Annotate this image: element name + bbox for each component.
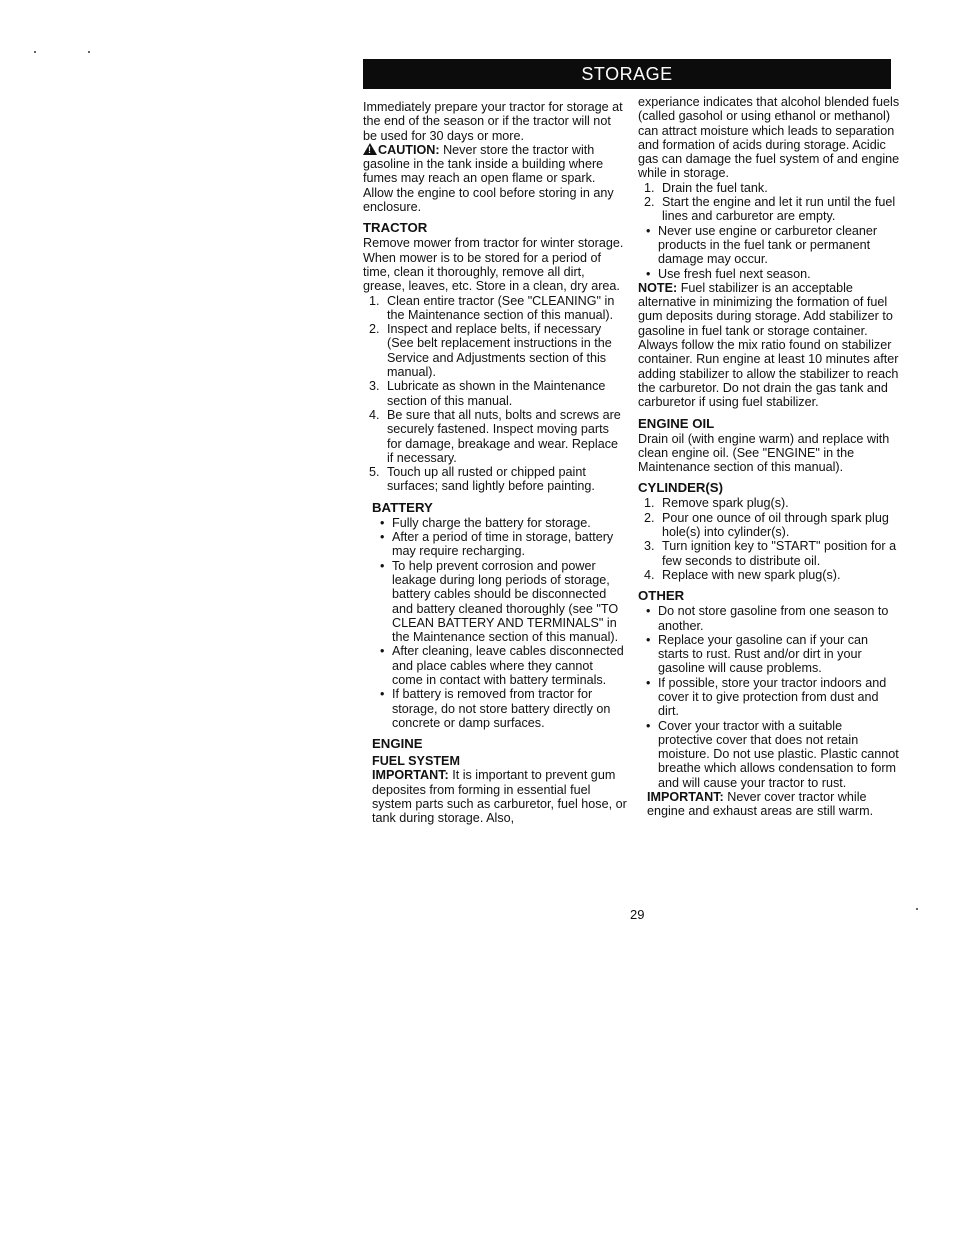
bullet-text: Fully charge the battery for storage. <box>392 515 591 530</box>
list-item <box>638 676 900 719</box>
other-heading: OTHER <box>638 588 685 604</box>
step-text: Turn ignition key to "START" position for a few seconds to distribute oil. <box>662 539 897 568</box>
scan-speck <box>88 51 90 53</box>
scan-speck <box>34 51 36 53</box>
fuel-important-paragraph <box>363 768 627 825</box>
bullet-text: Cover your tractor with a suitable protective cover that does not retain moisture. Do not use plastic. Plastic cannot breathe which allows condensation to form and will cause your tractor to rust. <box>658 718 899 790</box>
step-number: 1. <box>644 180 655 195</box>
fuel-system-heading: FUEL SYSTEM <box>372 754 460 769</box>
bullet-icon: • <box>380 644 385 659</box>
bullet-icon: • <box>646 718 651 733</box>
bullet-text: If possible, store your tractor indoors and cover it to give protection from dust and dirt. <box>658 675 887 719</box>
tractor-intro: Remove mower from tractor for winter storage. When mower is to be stored for a period of time, clean it thoroughly, remove all dirt, grease, leaves, etc. Store in a clean, dry area. <box>363 236 624 294</box>
list-item <box>638 719 900 790</box>
caution-label: CAUTION: <box>378 142 440 157</box>
caution-text: Never store the tractor with gasoline in the tank inside a building where fumes may reach an open flame or spark. Allow the engine to cool before storing in any enclosure. <box>363 142 614 215</box>
other-important-paragraph <box>638 790 900 819</box>
bullet-icon: • <box>646 266 651 281</box>
list-item <box>363 322 627 379</box>
list-item <box>372 530 627 559</box>
step-number: 2. <box>644 195 655 210</box>
step-text: Clean entire tractor (See "CLEANING" in the Maintenance section of this manual). <box>387 293 615 322</box>
step-text: Drain the fuel tank. <box>662 180 768 195</box>
important-text: Never cover tractor while engine and exhaust areas are still warm. <box>647 790 874 819</box>
bullet-text: To help prevent corrosion and power leakage during long periods of storage, battery cables should be disconnected and battery cleaned thoroughly (see "TO CLEAN BATTERY AND TERMINALS" in the Maintenance section of this manual). <box>392 558 619 645</box>
step-number: 5. <box>369 465 380 480</box>
step-text: Be sure that all nuts, bolts and screws are securely fastened. Inspect moving parts for damage, breakage and wear. Replace if necessary. <box>387 407 621 465</box>
bullet-text: Replace your gasoline can if your can starts to rust. Rust and/or dirt in your gasoline will cause problems. <box>658 632 869 676</box>
step-text: Remove spark plug(s). <box>662 496 789 511</box>
list-item <box>638 568 900 582</box>
step-number: 4. <box>369 407 380 422</box>
important-text: It is important to prevent gum deposites from forming in essential fuel system parts such as carburetor, fuel hose, or tank during storage. Also, <box>372 768 627 826</box>
step-text: Pour one ounce of oil through spark plug hole(s) into cylinder(s). <box>662 510 889 540</box>
cylinders-heading: CYLINDER(S) <box>638 480 723 496</box>
list-item <box>363 294 627 323</box>
list-item <box>372 644 627 687</box>
engine-heading: ENGINE <box>372 736 423 752</box>
step-number: 3. <box>369 379 380 394</box>
step-text: Inspect and replace belts, if necessary (See belt replacement instructions in the Service and Adjustments section of this manual). <box>387 322 612 380</box>
bullet-text: After cleaning, leave cables disconnected and place cables where they cannot come in contact with battery terminals. <box>392 644 624 687</box>
note-paragraph <box>638 281 900 410</box>
step-text: Touch up all rusted or chipped paint surfaces; sand lightly before painting. <box>387 465 595 494</box>
list-item <box>372 516 627 530</box>
step-number: 1. <box>644 496 655 511</box>
list-item <box>363 379 627 408</box>
important-label: IMPORTANT: <box>372 768 449 783</box>
left-column <box>363 100 627 826</box>
fuel-continued-paragraph: experiance indicates that alcohol blended fuels (called gasohol or using ethanol or methanol) can attract moisture which leads to separation and formation of acids during storage. Acidic gas can damage the fuel system of and engine while in storage. <box>638 95 900 181</box>
page-number: 29 <box>630 907 645 922</box>
bullet-icon: • <box>646 604 651 619</box>
cylinder-steps <box>638 496 900 582</box>
bullet-icon: • <box>646 632 651 647</box>
step-text: Replace with new spark plug(s). <box>662 567 841 582</box>
bullet-text: Do not store gasoline from one season to another. <box>658 604 889 633</box>
list-item <box>638 496 900 510</box>
engine-oil-heading: ENGINE OIL <box>638 415 715 431</box>
section-title: STORAGE <box>581 64 673 84</box>
step-number: 2. <box>644 510 655 525</box>
step-number: 1. <box>369 293 380 308</box>
bullet-text: If battery is removed from tractor for storage, do not store battery directly on concrete or damp surfaces. <box>392 687 611 730</box>
step-number: 3. <box>644 539 655 554</box>
fuel-bullets <box>638 224 900 281</box>
list-item <box>372 687 627 730</box>
battery-bullets <box>363 516 627 730</box>
list-item <box>372 559 627 645</box>
caution-paragraph <box>363 143 627 214</box>
bullet-text: After a period of time in storage, battery may require recharging. <box>392 530 614 559</box>
section-title-banner <box>363 59 891 89</box>
step-number: 4. <box>644 567 655 582</box>
tractor-steps <box>363 294 627 494</box>
step-text: Lubricate as shown in the Maintenance section of this manual. <box>387 379 606 408</box>
other-bullets <box>638 604 900 790</box>
bullet-icon: • <box>380 530 385 545</box>
fuel-steps <box>638 181 900 224</box>
step-number: 2. <box>369 322 380 337</box>
tractor-heading: TRACTOR <box>363 220 428 236</box>
battery-heading: BATTERY <box>372 499 433 515</box>
bullet-icon: • <box>380 558 385 573</box>
bullet-icon: • <box>646 675 651 690</box>
bullet-icon: • <box>380 515 385 530</box>
warning-triangle-icon <box>363 143 377 155</box>
right-column <box>638 95 900 819</box>
list-item <box>363 408 627 465</box>
note-text: Fuel stabilizer is an acceptable alternative in minimizing the formation of fuel gum deposits during storage. Add stabilizer to gasoline in fuel tank or storage container. Always follow the mix ratio found on stabilizer container. Run engine at least 10 minutes after adding stabilizer to allow the stabilizer to reach the carburetor. Do not drain the gas tank and carburetor if using fuel stabilizer. <box>638 280 899 410</box>
list-item <box>638 195 900 224</box>
engine-oil-paragraph: Drain oil (with engine warm) and replace with clean engine oil. (See "ENGINE" in the Maintenance section of this manual). <box>638 431 890 475</box>
step-text: Start the engine and let it run until the fuel lines and carburetor are empty. <box>662 195 896 224</box>
note-label: NOTE: <box>638 280 678 295</box>
intro-paragraph: Immediately prepare your tractor for storage at the end of the season or if the tractor will not be used for 30 days or more. <box>363 100 623 143</box>
list-item <box>638 267 900 281</box>
important-label: IMPORTANT: <box>647 790 724 805</box>
list-item <box>638 511 900 540</box>
bullet-icon: • <box>646 223 651 238</box>
bullet-icon: • <box>380 687 385 702</box>
list-item <box>638 224 900 267</box>
list-item <box>363 465 627 494</box>
list-item <box>638 633 900 676</box>
bullet-text: Use fresh fuel next season. <box>658 266 811 281</box>
bullet-text: Never use engine or carburetor cleaner products in the fuel tank or permanent damage may occur. <box>658 223 878 267</box>
scan-speck <box>916 908 918 910</box>
list-item <box>638 604 900 633</box>
list-item <box>638 181 900 195</box>
list-item <box>638 539 900 568</box>
